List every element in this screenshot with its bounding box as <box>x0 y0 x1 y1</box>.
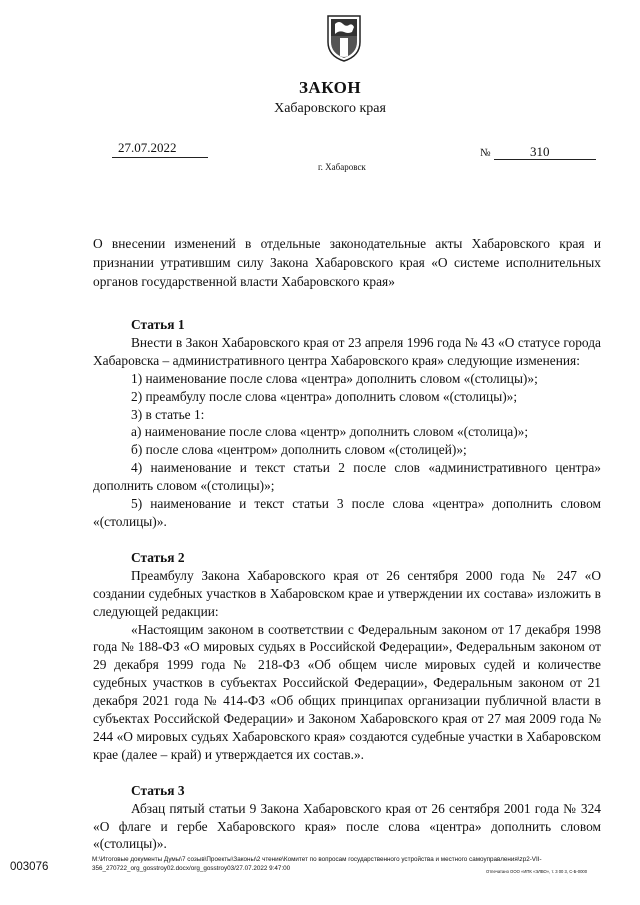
spacer <box>93 531 601 549</box>
article-title: Статья 3 <box>131 782 185 798</box>
article-paragraph: а) наименование после слова «центр» дополнить словом «(столица)»; <box>131 424 529 440</box>
document-body <box>93 316 601 853</box>
document-code: 003076 <box>10 861 49 873</box>
article-paragraph: Преамбулу Закона Хабаровского края от 26 сентября 2000 года № 247 «О создании судебных участков в Хабаровском крае и утверждении их состава» изложить в следующей редакции: <box>93 567 601 619</box>
article-paragraph: 4) наименование и текст статьи 2 после слов «административного центра» дополнить словом «(столицы)»; <box>93 460 601 494</box>
region-name: Хабаровского края <box>274 101 386 116</box>
document-heading: О внесении изменений в отдельные законодательные акты Хабаровского края и признании утратившим силу Закона Хабаровского края «О системе исполнительных органов государственной власти Хабаровского края» <box>93 236 601 289</box>
coat-of-arms-icon <box>325 14 363 62</box>
article-paragraph: 1) наименование после слова «центра» дополнить словом «(столицы)»; <box>131 370 538 386</box>
article-paragraph: Абзац пятый статьи 9 Закона Хабаровского края от 26 сентября 2001 года № 324 «О флаге и гербе Хабаровского края» после слова «центра» дополнить словом «(столицы)». <box>93 800 601 852</box>
number-underline <box>494 159 596 160</box>
document-number: 310 <box>530 144 550 159</box>
spacer <box>93 764 601 782</box>
article-title: Статья 1 <box>131 317 185 332</box>
file-path: M:\Итоговые документы Думы\7 созыв\Проекты\Законы\2 чтение\Комитет по вопросам государственного устройства и местного самоуправления\zp2-VII-356_270722_org_gosstroy02.docx/org_gosstroy03/27.07.2022 9:47:00 <box>92 856 542 872</box>
number-sign: № <box>480 147 491 159</box>
article-paragraph: Внести в Закон Хабаровского края от 23 апреля 1996 года № 43 «О статусе города Хабаровска – административного центра Хабаровского края» следующие изменения: <box>93 334 601 368</box>
article-paragraph: 5) наименование и текст статьи 3 после слова «центра» дополнить словом «(столицы)». <box>93 496 601 529</box>
city-name: г. Хабаровск <box>318 162 366 172</box>
date-underline <box>112 157 208 158</box>
article-title: Статья 2 <box>131 549 185 565</box>
printer-note: Отпечатано ООО «ИПК «ЭЛВО», т. 3 00 3, С-Б-0000 <box>486 869 588 874</box>
document-date: 27.07.2022 <box>118 140 177 155</box>
document-title: ЗАКОН <box>298 78 362 97</box>
article-paragraph: 2) преамбулу после слова «центра» дополнить словом «(столицы)»; <box>131 388 518 404</box>
article-paragraph: «Настоящим законом в соответствии с Федеральным законом от 17 декабря 1998 года № 188-ФЗ «О мировых судьях в Российской Федерации», Федеральным законом от 29 декабря 1999 года № 218-ФЗ «Об общем числе мировых судей и количестве судебных участков в субъектах Российской Федерации», Федеральным законом от 21 декабря 2021 года № 414-ФЗ «Об общих принципах организации публичной власти в субъектах Российской Федерации» и Законом Хабаровского края от 27 мая 2009 года № 244 «О мировых судьях Хабаровского края» создаются судебные участки в Хабаровском крае (далее – край) и утверждается их состав.». <box>93 621 601 762</box>
article-paragraph: б) после слова «центром» дополнить словом «(столицей)»; <box>131 442 467 458</box>
article-paragraph: 3) в статье 1: <box>131 406 205 422</box>
